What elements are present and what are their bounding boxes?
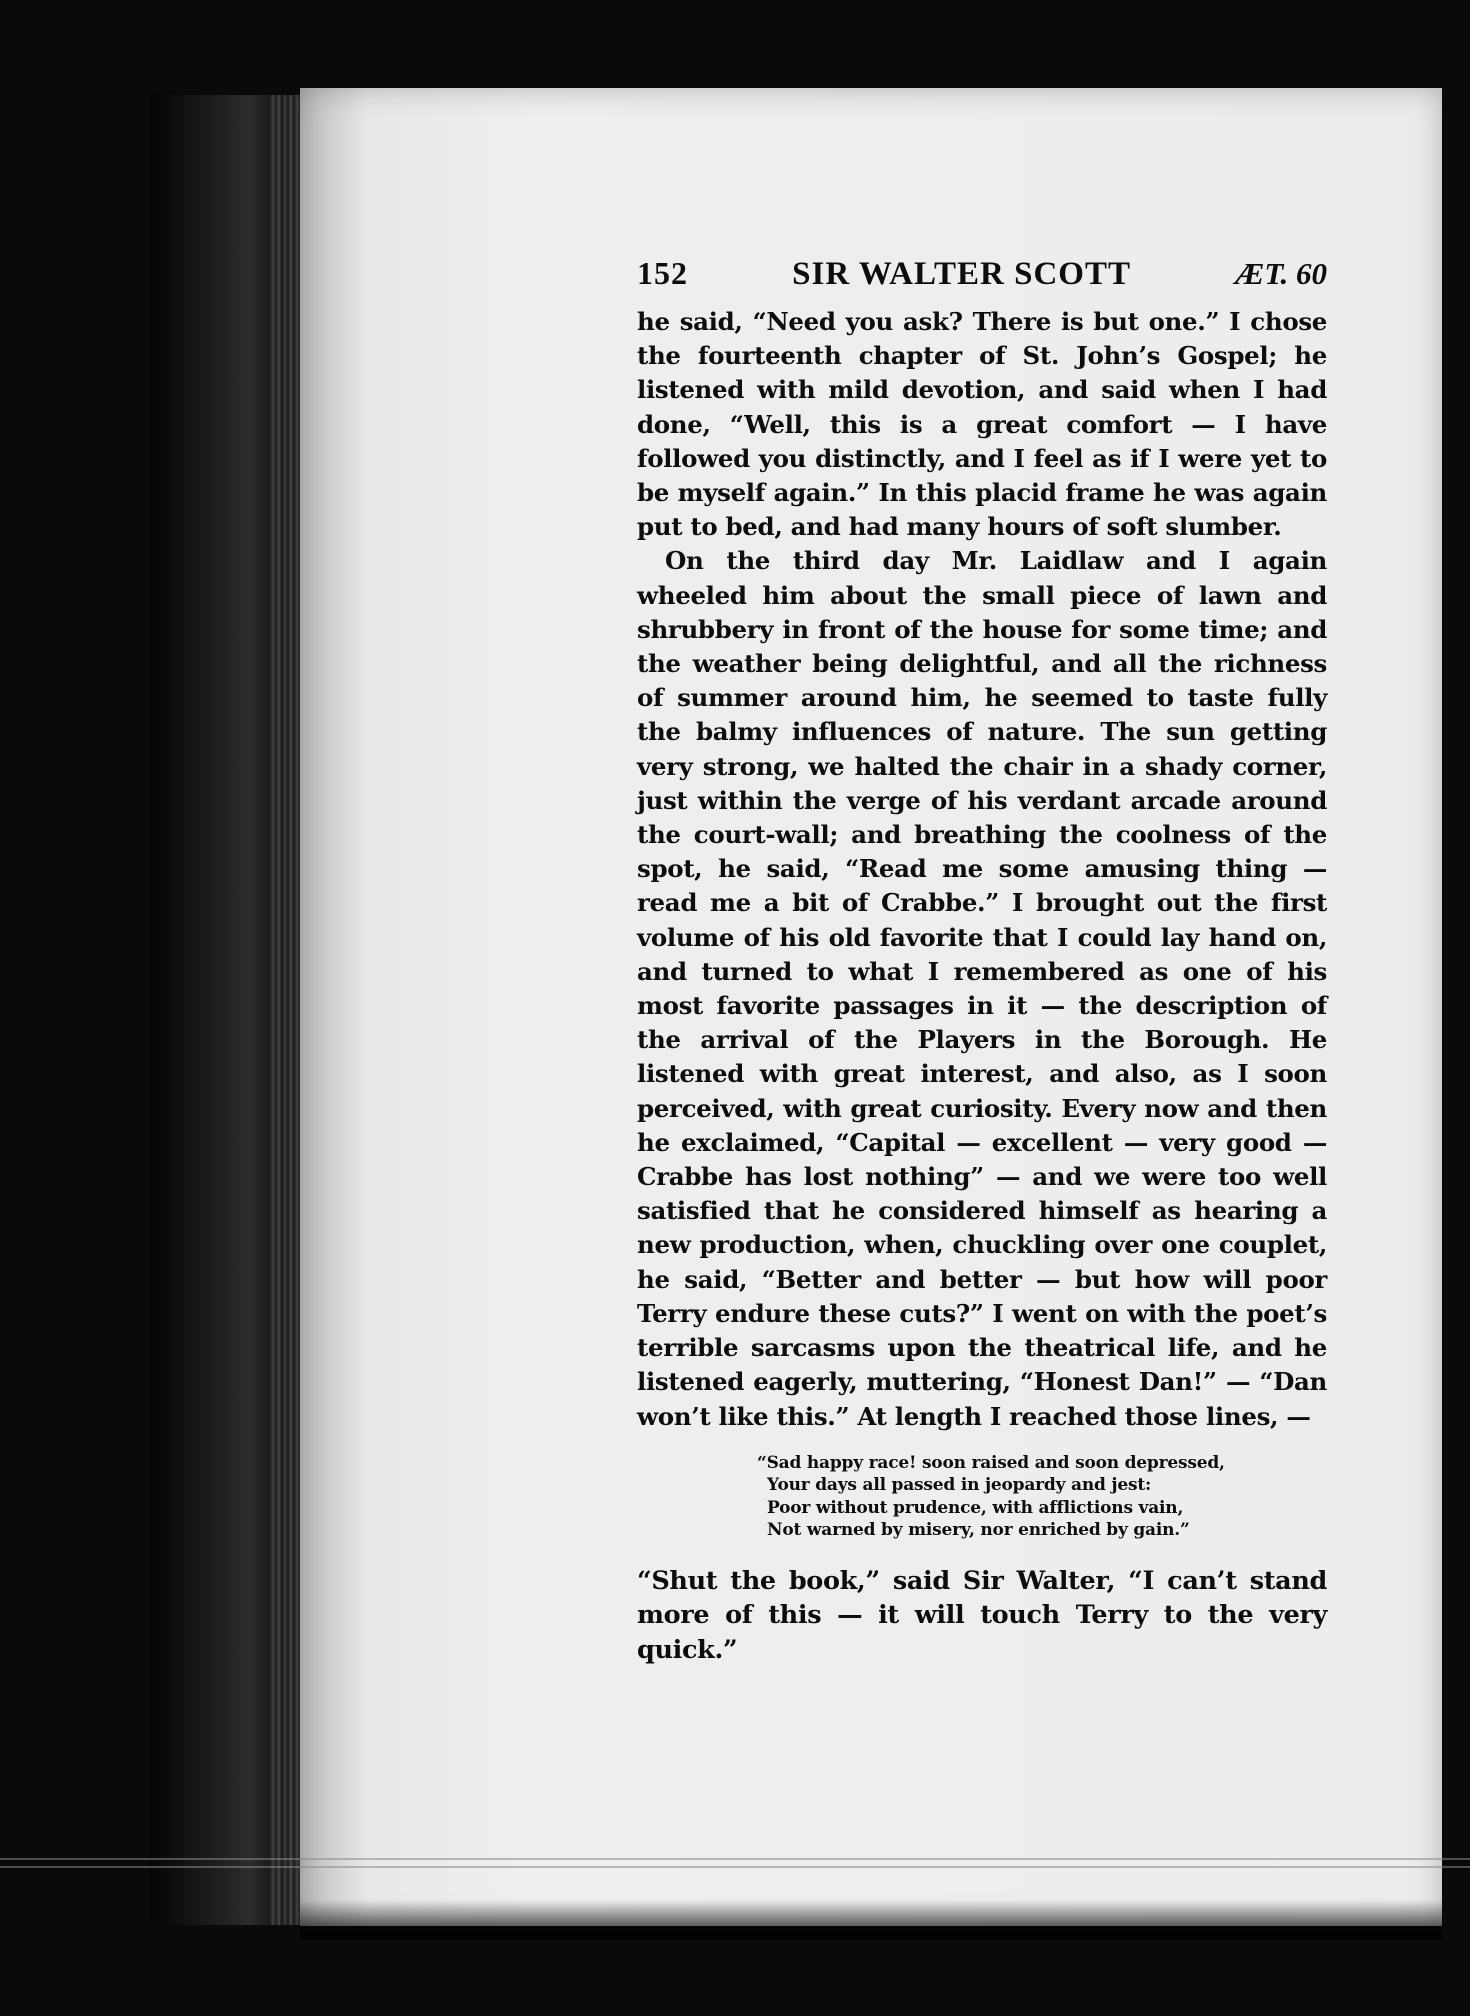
- quote-line: Poor without prudence, with afflictions vain,: [767, 1497, 1184, 1518]
- running-head: [637, 255, 1327, 305]
- running-title: SIR WALTER SCOTT: [792, 256, 1131, 292]
- scan-artifact-line: [0, 1858, 1470, 1860]
- scan-artifact-line: [0, 1866, 1470, 1868]
- page-bottom-edge: [300, 1900, 1442, 1940]
- paragraph-3: “Shut the book,” said Sir Walter, “I can’t stand more of this — it will touch Terry to the very quick.”: [637, 1565, 1327, 1665]
- page-number: 152: [637, 255, 688, 291]
- quote-line: “Sad happy race! soon raised and soon depressed,: [757, 1452, 1225, 1473]
- paragraph-2: On the third day Mr. Laidlaw and I again wheeled him about the small piece of lawn and shrubbery in front of the house for some time; and the weather being delightful, and all the richness of summer around him, he seemed to taste fully the balmy influences of nature. The sun getting very strong, we halted the chair in a shady corner, just within the verge of his verdant arcade around the court-wall; and breathing the coolness of the spot, he said, “Read me some amusing thing — read me a bit of Crabbe.” I brought out the first volume of his old favorite that I could lay hand on, and turned to what I remembered as one of his most favorite passages in it — the description of the arrival of the Players in the Borough. He listened with great interest, and also, as I soon perceived, with great curiosity. Every now and then he exclaimed, “Capital — excellent — very good — Crabbe has lost nothing” — and we were too well satisfied that he considered himself as hearing a new production, when, chuckling over one couplet, he said, “Better and better — but how will poor Terry endure these cuts?” I went on with the poet’s terrible sarcasms upon the theatrical life, and he listened eagerly, muttering, “Honest Dan!” — “Dan won’t like this.” At length I reached those lines, —: [637, 546, 1327, 1431]
- paragraph-1: he said, “Need you ask? There is but one.” I chose the fourteenth chapter of St. John’s Gospel; he listened with mild devotion, and said when I had done, “Well, this is a great comfort — I have followed you distinctly, and I feel as if I were yet to be myself again.” In this placid frame he was again put to bed, and had many hours of soft slumber.: [637, 307, 1327, 542]
- page-text: [637, 255, 1327, 1667]
- crabbe-quotation: [757, 1452, 1327, 1542]
- quote-line: Your days all passed in jeopardy and jest:: [767, 1475, 1152, 1496]
- quote-line: Not warned by misery, nor enriched by gain.”: [767, 1520, 1190, 1541]
- age-marker: ÆT. 60: [1235, 256, 1327, 291]
